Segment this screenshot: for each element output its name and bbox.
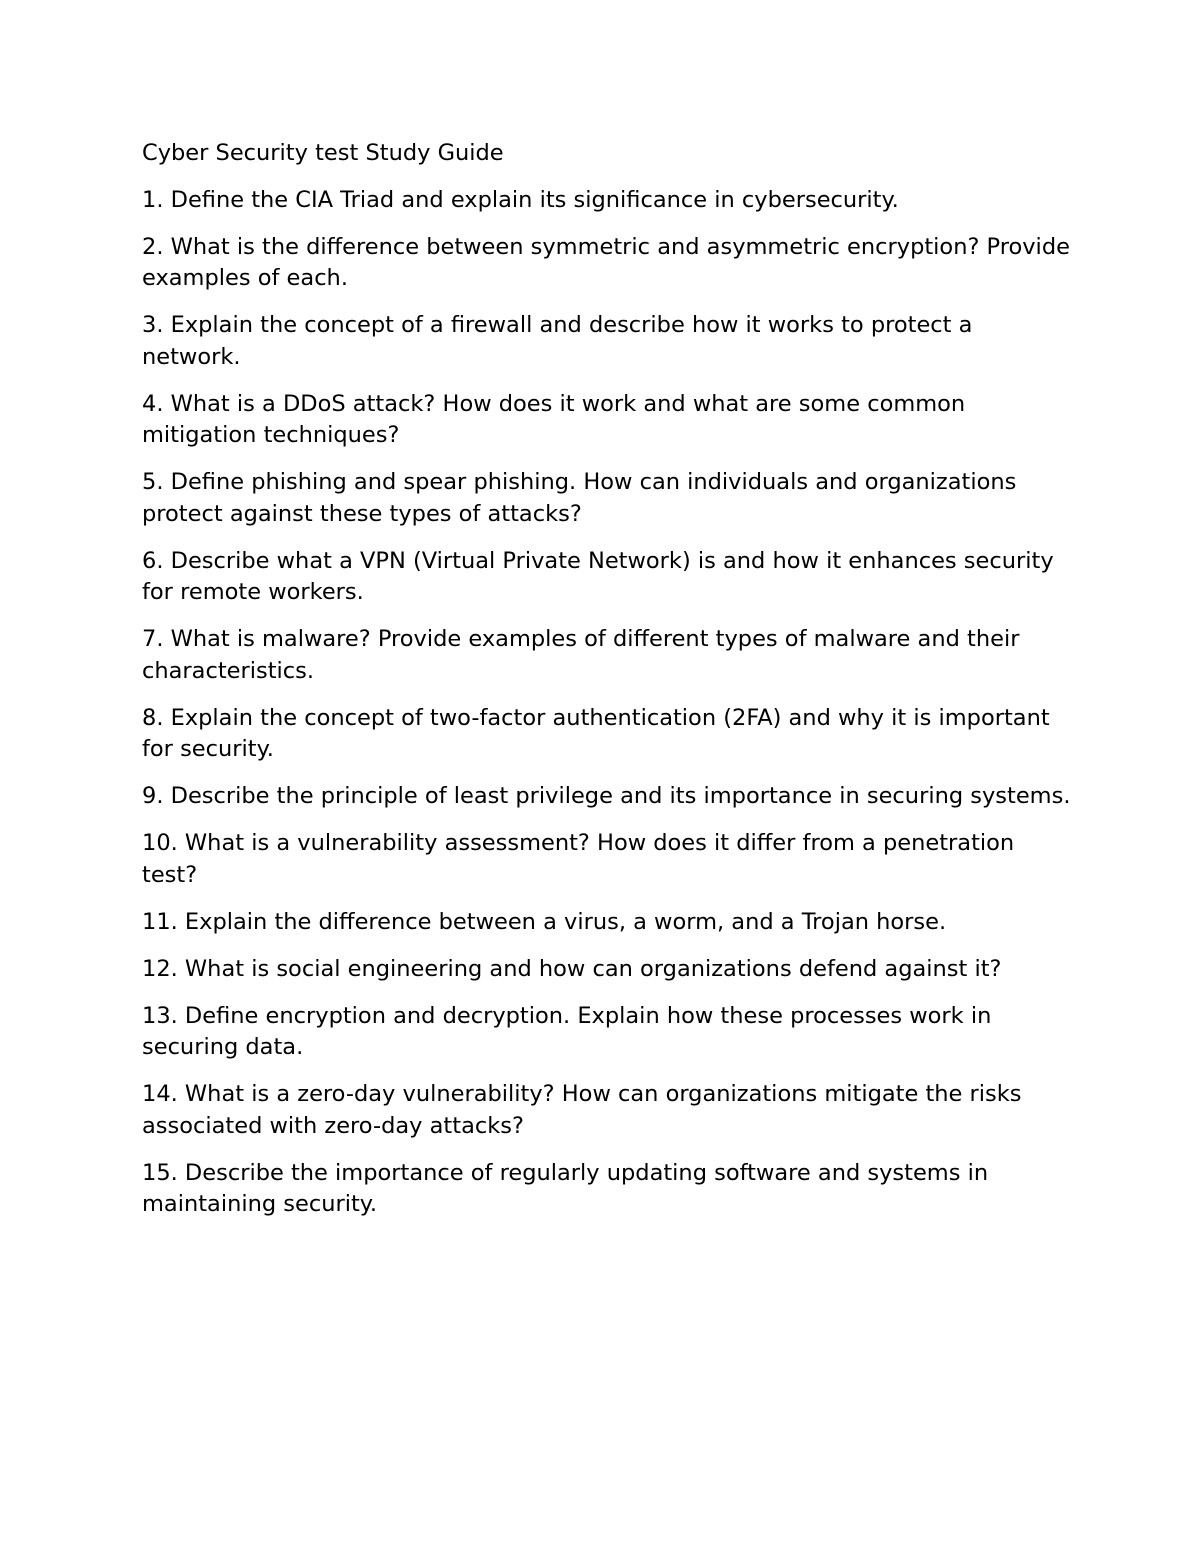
document-body — [142, 138, 1072, 1236]
question-14: 14. What is a zero-day vulnerability? How can organizations mitigate the risks associated with zero-day attacks? — [142, 1081, 1022, 1139]
question-13: 13. Define encryption and decryption. Explain how these processes work in securing data. — [142, 1002, 992, 1060]
question-10: 10. What is a vulnerability assessment? How does it differ from a penetration test? — [142, 830, 1015, 888]
question-12: 12. What is social engineering and how can organizations defend against it? — [142, 955, 1002, 982]
question-6: 6. Describe what a VPN (Virtual Private Network) is and how it enhances security for remote workers. — [142, 547, 1054, 605]
question-11: 11. Explain the difference between a virus, a worm, and a Trojan horse. — [142, 908, 947, 935]
question-8: 8. Explain the concept of two-factor authentication (2FA) and why it is important for security. — [142, 704, 1050, 762]
document-title: Cyber Security test Study Guide — [142, 140, 504, 166]
question-4: 4. What is a DDoS attack? How does it work and what are some common mitigation techniques? — [142, 390, 966, 448]
question-7: 7. What is malware? Provide examples of different types of malware and their characteristics. — [142, 626, 1020, 684]
question-5: 5. Define phishing and spear phishing. How can individuals and organizations protect against these types of attacks? — [142, 469, 1017, 527]
question-9: 9. Describe the principle of least privilege and its importance in securing systems. — [142, 783, 1071, 809]
question-15: 15. Describe the importance of regularly updating software and systems in maintaining security. — [142, 1159, 989, 1217]
question-1: 1. Define the CIA Triad and explain its significance in cybersecurity. — [142, 186, 899, 213]
question-2: 2. What is the difference between symmetric and asymmetric encryption? Provide examples of each. — [142, 233, 1070, 291]
question-3: 3. Explain the concept of a firewall and describe how it works to protect a network. — [142, 312, 973, 370]
